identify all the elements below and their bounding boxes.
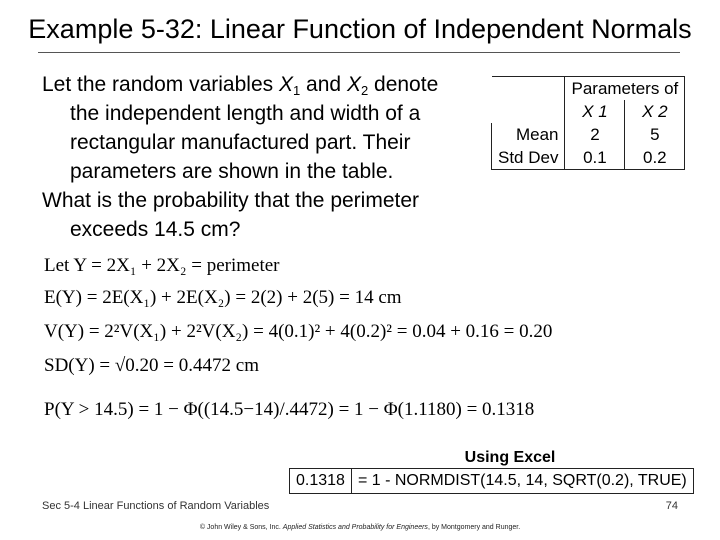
var-x1: X [278, 73, 293, 96]
footer-section: Sec 5-4 Linear Functions of Random Variables [42, 500, 270, 512]
math-line-2: E(Y) = 2E(X₁) + 2E(X₂) = 2(2) + 2(5) = 14 cm [44, 287, 402, 308]
table-corner [492, 77, 565, 101]
problem-paragraph-2: What is the probability that the perimeter exceeds 14.5 cm? [42, 189, 420, 241]
math-line-3: V(Y) = 2²V(X₁) + 2²V(X₂) = 4(0.1)² + 4(0.2)² = 0.04 + 0.16 = 0.20 [44, 321, 553, 342]
var-x2-sub: 2 [360, 83, 369, 98]
table-row [492, 123, 685, 146]
math-line-5: P(Y > 14.5) = 1 − Φ((14.5−14)/.4472) = 1 − Φ(1.1180) = 0.1318 [44, 399, 535, 420]
table-row [290, 469, 694, 494]
table-corner-2 [492, 100, 565, 123]
col-x1-header: X 1 [565, 100, 625, 123]
cell-mean-x2: 5 [625, 123, 685, 146]
parameter-table [491, 76, 685, 170]
excel-table [289, 468, 694, 494]
row-label: Std Dev [492, 146, 565, 170]
excel-formula-cell: = 1 - NORMDIST(14.5, 14, SQRT(0.2), TRUE) [351, 469, 693, 494]
excel-value-cell: 0.1318 [290, 469, 352, 494]
cell-sd-x2: 0.2 [625, 146, 685, 170]
footer-credit [0, 524, 720, 531]
parameters-header: Parameters of [565, 77, 685, 101]
p1-and: and [300, 73, 347, 96]
cell-sd-x1: 0.1 [565, 146, 625, 170]
col-x2-header: X 2 [625, 100, 685, 123]
table-row [492, 146, 685, 170]
problem-statement [42, 70, 472, 244]
row-label: Mean [492, 123, 565, 146]
credit-suffix: , by Montgomery and Runger. [427, 524, 521, 531]
title-divider [38, 52, 680, 53]
p1-prefix: Let the random variables [42, 73, 279, 96]
slide-title: Example 5-32: Linear Function of Independent Normals [28, 14, 692, 44]
excel-heading: Using Excel [464, 449, 556, 466]
cell-mean-x1: 2 [565, 123, 625, 146]
p1-suffix: denote the independent length and width of a rectangular manufactured part. Their parameters are shown in the table. [70, 73, 439, 183]
math-line-4: SD(Y) = √0.20 = 0.4472 cm [44, 355, 259, 376]
credit-prefix: © John Wiley & Sons, Inc. [199, 524, 283, 531]
math-line-1: Let Y = 2X₁ + 2X₂ = perimeter [44, 255, 280, 276]
var-x2: X [346, 73, 361, 96]
page-number: 74 [665, 500, 678, 512]
credit-book: Applied Statistics and Probability for Engineers [282, 524, 428, 531]
problem-paragraph-1 [42, 70, 472, 186]
var-x1-sub: 1 [292, 83, 301, 98]
